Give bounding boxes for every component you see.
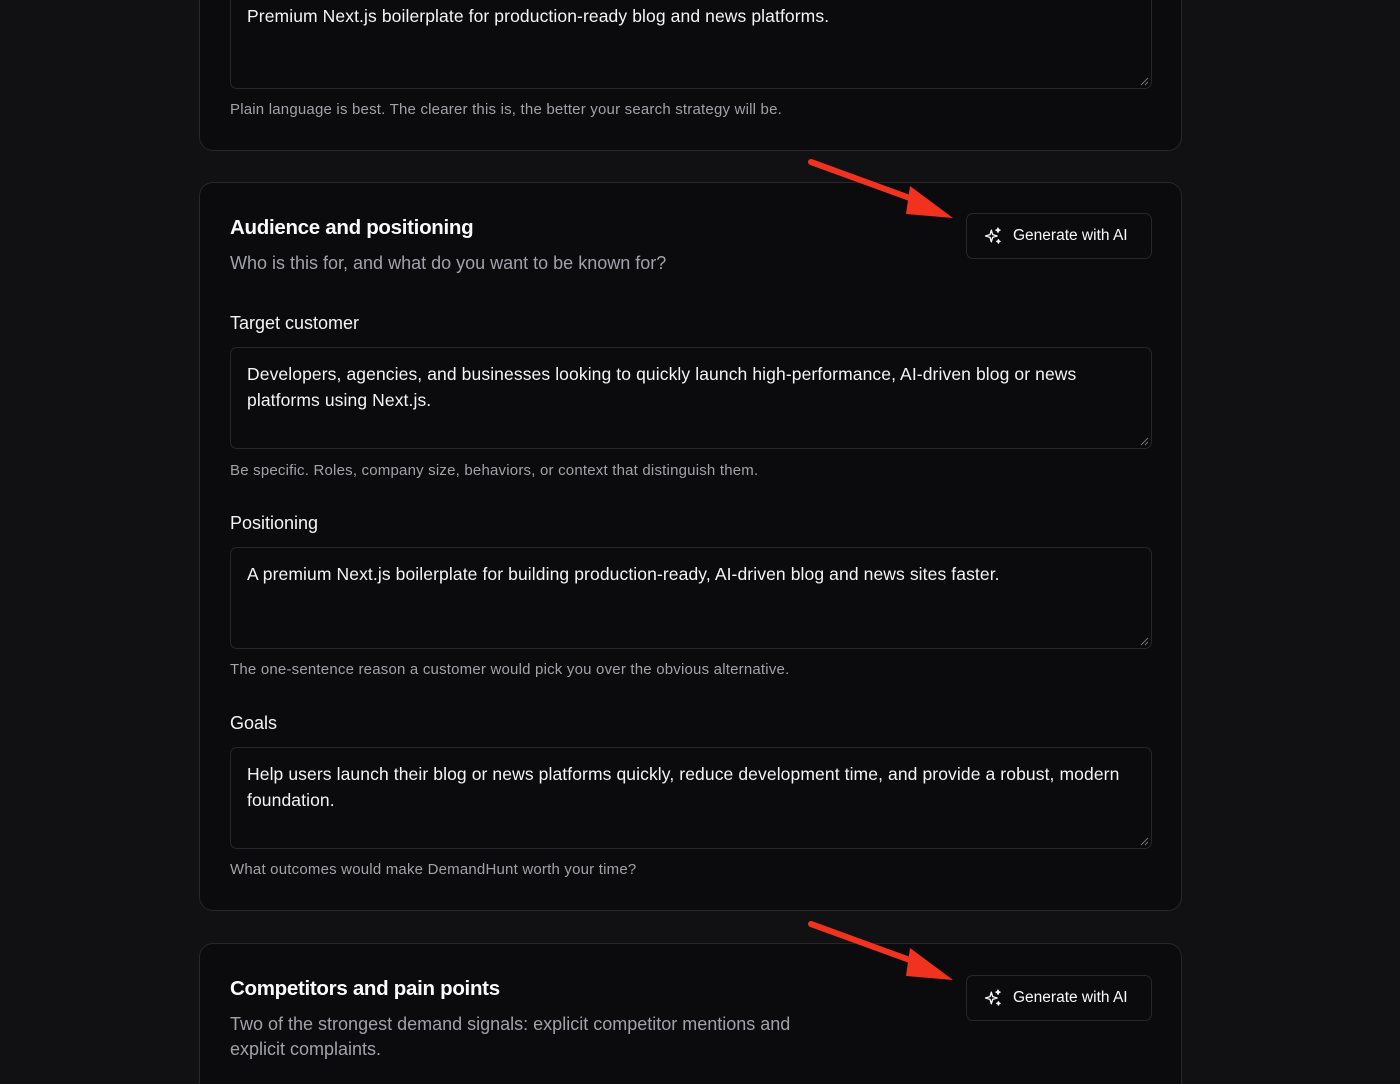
generate-with-ai-button[interactable] <box>966 975 1152 1021</box>
sparkles-icon <box>983 226 1003 246</box>
positioning-value: A premium Next.js boilerplate for building production-ready, AI-driven blog and news sites faster. <box>247 564 1000 584</box>
section-subtitle: Two of the strongest demand signals: explicit competitor mentions and explicit complaints. <box>230 1014 791 1059</box>
goals-textarea[interactable] <box>230 747 1152 849</box>
product-description-helper: Plain language is best. The clearer this is, the better your search strategy will be. <box>230 101 782 118</box>
resize-grip-icon[interactable] <box>1140 637 1149 646</box>
sparkles-icon <box>983 988 1003 1008</box>
section-title: Competitors and pain points <box>230 977 500 1000</box>
goals-value: Help users launch their blog or news platforms quickly, reduce development time, and provide a robust, modern foundation. <box>247 764 1120 810</box>
section-title: Audience and positioning <box>230 216 474 239</box>
generate-button-label: Generate with AI <box>1013 227 1128 244</box>
red-arrow <box>806 918 956 984</box>
goals-label: Goals <box>230 713 278 733</box>
product-description-value: Premium Next.js boilerplate for production-ready blog and news platforms. <box>247 6 830 26</box>
target-customer-textarea[interactable] <box>230 347 1152 449</box>
target-customer-helper: Be specific. Roles, company size, behaviors, or context that distinguish them. <box>230 462 759 479</box>
product-description-textarea[interactable] <box>230 0 1152 89</box>
positioning-textarea[interactable] <box>230 547 1152 649</box>
red-arrow <box>806 156 956 222</box>
resize-grip-icon[interactable] <box>1140 437 1149 446</box>
generate-with-ai-button[interactable] <box>966 213 1152 259</box>
generate-button-label: Generate with AI <box>1013 989 1128 1006</box>
target-customer-value: Developers, agencies, and businesses looking to quickly launch high-performance, AI-driven blog or news platforms using Next.js. <box>247 364 1077 410</box>
section-subtitle: Who is this for, and what do you want to be known for? <box>230 253 667 273</box>
resize-grip-icon[interactable] <box>1140 837 1149 846</box>
audience-positioning-card <box>199 182 1182 911</box>
product-description-card <box>199 0 1182 151</box>
target-customer-label: Target customer <box>230 313 360 333</box>
positioning-label: Positioning <box>230 513 319 533</box>
goals-helper: What outcomes would make DemandHunt worth your time? <box>230 861 637 878</box>
competitors-pain-points-card <box>199 943 1182 1084</box>
resize-grip-icon[interactable] <box>1140 77 1149 86</box>
positioning-helper: The one-sentence reason a customer would pick you over the obvious alternative. <box>230 661 790 678</box>
